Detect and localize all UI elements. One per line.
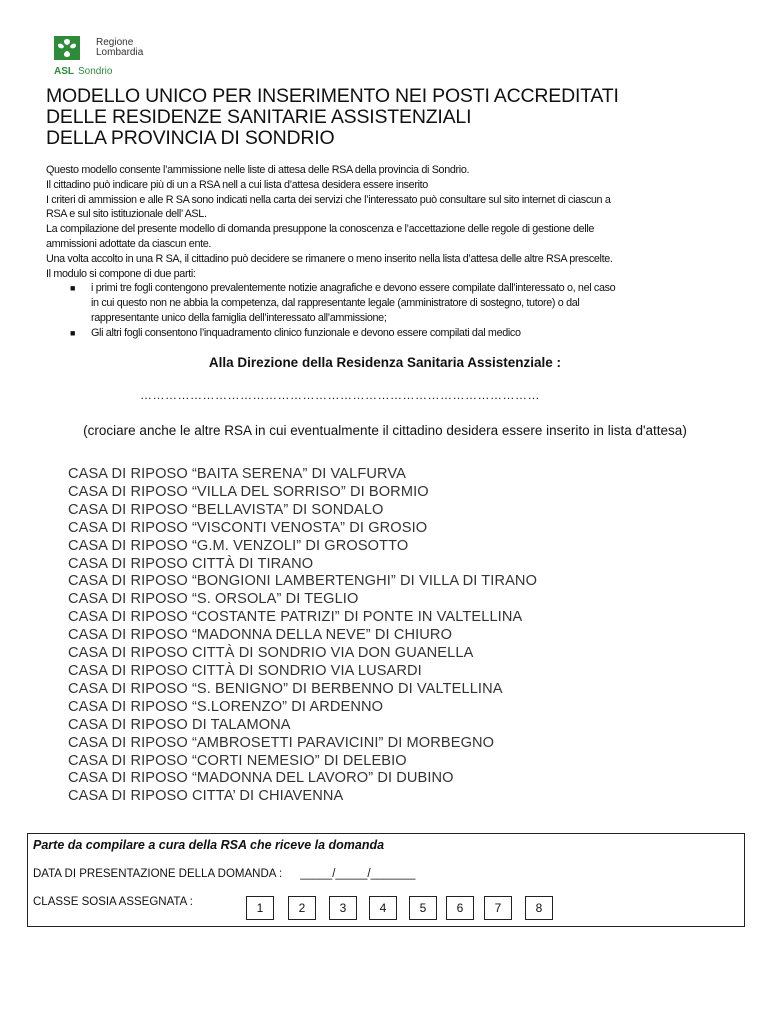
sosia-class-label: CLASSE SOSIA ASSEGNATA :: [33, 896, 194, 908]
title-line-2: DELLE RESIDENZE SANITARIE ASSISTENZIALI: [46, 106, 472, 128]
rsa-list-item[interactable]: CASA DI RIPOSO “VISCONTI VENOSTA” DI GROSIO: [68, 519, 428, 536]
presentation-date-row: [33, 868, 415, 880]
sosia-class-box[interactable]: 1: [246, 896, 274, 920]
rsa-list-item[interactable]: CASA DI RIPOSO “VILLA DEL SORRISO” DI BORMIO: [68, 483, 429, 500]
sosia-class-box[interactable]: 2: [288, 896, 316, 920]
intro-line: I criteri di ammission e alle R SA sono indicati nella carta dei servizi che l’interessato può consultare sul sito internet di ciascun a: [46, 193, 611, 206]
rsa-list-item[interactable]: CASA DI RIPOSO “MADONNA DELLA NEVE” DI CHIURO: [68, 627, 453, 644]
rsa-list: [68, 466, 537, 806]
sosia-class-box[interactable]: 5: [409, 896, 437, 920]
direzione-heading: Alla Direzione della Residenza Sanitaria Assistenziale :: [208, 355, 562, 370]
sosia-class-box[interactable]: 6: [446, 896, 474, 920]
intro-line: Il cittadino può indicare più di un a RSA nell a cui lista d’attesa desidera essere inserito: [46, 178, 428, 191]
list-item: [46, 311, 726, 326]
presentation-date-field[interactable]: _____/_____/_______: [300, 868, 416, 880]
rsa-section-title: Parte da compilare a cura della RSA che riceve la domanda: [33, 838, 385, 852]
logo: [50, 34, 170, 80]
asl-city: Sondrio: [78, 66, 113, 77]
presentation-date-label: DATA DI PRESENTAZIONE DELLA DOMANDA :: [33, 868, 283, 880]
rsa-list-item[interactable]: CASA DI RIPOSO “S. BENIGNO” DI BERBENNO DI VALTELLINA: [68, 680, 503, 697]
rsa-list-item[interactable]: CASA DI RIPOSO “BONGIONI LAMBERTENGHI” DI VILLA DI TIRANO: [68, 573, 538, 590]
sosia-class-box[interactable]: 4: [369, 896, 397, 920]
rsa-list-item[interactable]: CASA DI RIPOSO “BELLAVISTA” DI SONDALO: [68, 501, 384, 518]
rsa-list-item[interactable]: CASA DI RIPOSO “CORTI NEMESIO” DI DELEBIO: [68, 752, 407, 769]
asl-label: [54, 66, 112, 77]
intro-line: ammissioni adottate da ciascun ente.: [46, 237, 212, 250]
intro-line: Una volta accolto in una R SA, il cittadino può decidere se rimanere o meno inserito nella lista d’attesa delle altre RSA prescelte.: [46, 252, 613, 265]
list-item: [46, 326, 726, 341]
title-line-3: DELLA PROVINCIA DI SONDRIO: [46, 127, 335, 149]
rsa-section: [27, 833, 745, 927]
bullet-line: Gli altri fogli consentono l’inquadramento clinico funzionale e devono essere compilati dal medico: [91, 326, 521, 339]
rsa-list-item[interactable]: CASA DI RIPOSO “AMBROSETTI PARAVICINI” DI MORBEGNO: [68, 734, 495, 751]
logo-line1: Regione: [96, 37, 134, 48]
sosia-class-box[interactable]: 7: [484, 896, 512, 920]
bullet-line: i primi tre fogli contengono prevalentemente notizie anagrafiche e devono essere compilate dall’interessato o, nel caso: [91, 282, 616, 295]
rsa-list-item[interactable]: CASA DI RIPOSO CITTÀ DI TIRANO: [68, 555, 314, 572]
bullet-line: rappresentante unico della famiglia dell’interessato all’ammissione;: [91, 311, 387, 324]
instruction-note: (crociare anche le altre RSA in cui eventualmente il cittadino desidera essere inserito in lista d'attesa): [83, 423, 687, 438]
bullet-icon: ■: [70, 327, 76, 338]
logo-text: [96, 38, 143, 58]
sosia-class-box[interactable]: 8: [525, 896, 553, 920]
intro-text: [46, 163, 726, 341]
rsa-list-item[interactable]: CASA DI RIPOSO “BAITA SERENA” DI VALFURVA: [68, 466, 406, 482]
rsa-list-item[interactable]: CASA DI RIPOSO “S.LORENZO” DI ARDENNO: [68, 698, 384, 715]
sosia-class-box[interactable]: 3: [329, 896, 357, 920]
rsa-name-field[interactable]: ……………………………………………………………………………………: [140, 388, 540, 402]
rsa-list-item[interactable]: CASA DI RIPOSO “MADONNA DEL LAVORO” DI DUBINO: [68, 770, 454, 787]
rsa-list-item[interactable]: CASA DI RIPOSO “COSTANTE PATRIZI” DI PONTE IN VALTELLINA: [68, 609, 523, 626]
intro-line: Questo modello consente l’ammissione nelle liste di attesa delle RSA della provincia di Sondrio.: [46, 164, 470, 176]
list-item: [46, 281, 726, 296]
logo-line2: Lombardia: [96, 47, 144, 58]
list-item: [46, 296, 726, 311]
intro-line: La compilazione del presente modello di domanda presuppone la conoscenza e l’accettazione delle regole di gestione delle: [46, 223, 595, 236]
intro-line: Il modulo si compone di due parti:: [46, 267, 196, 280]
rsa-list-item[interactable]: CASA DI RIPOSO CITTA’ DI CHIAVENNA: [68, 788, 344, 805]
title-line-1: MODELLO UNICO PER INSERIMENTO NEI POSTI ACCREDITATI: [46, 85, 619, 107]
rsa-list-item[interactable]: CASA DI RIPOSO “G.M. VENZOLI” DI GROSOTTO: [68, 537, 409, 554]
asl-text: ASL: [54, 66, 74, 77]
rsa-list-item[interactable]: CASA DI RIPOSO CITTÀ DI SONDRIO VIA DON GUANELLA: [68, 645, 474, 662]
rsa-list-item[interactable]: CASA DI RIPOSO DI TALAMONA: [68, 716, 291, 733]
bullet-line: in cui questo non ne abbia la competenza, dal rappresentante legale (amministratore di sostegno, tutore) o dal: [91, 297, 580, 310]
document-title: [46, 86, 726, 149]
rsa-list-item[interactable]: CASA DI RIPOSO “S. ORSOLA” DI TEGLIO: [68, 591, 359, 608]
bullet-icon: ■: [70, 283, 76, 294]
regione-lombardia-logo-icon: [54, 36, 80, 60]
parts-list: [46, 281, 726, 340]
intro-line: RSA e sul sito istituzionale dell’ ASL.: [46, 208, 207, 221]
rsa-list-item[interactable]: CASA DI RIPOSO CITTÀ DI SONDRIO VIA LUSARDI: [68, 662, 422, 679]
